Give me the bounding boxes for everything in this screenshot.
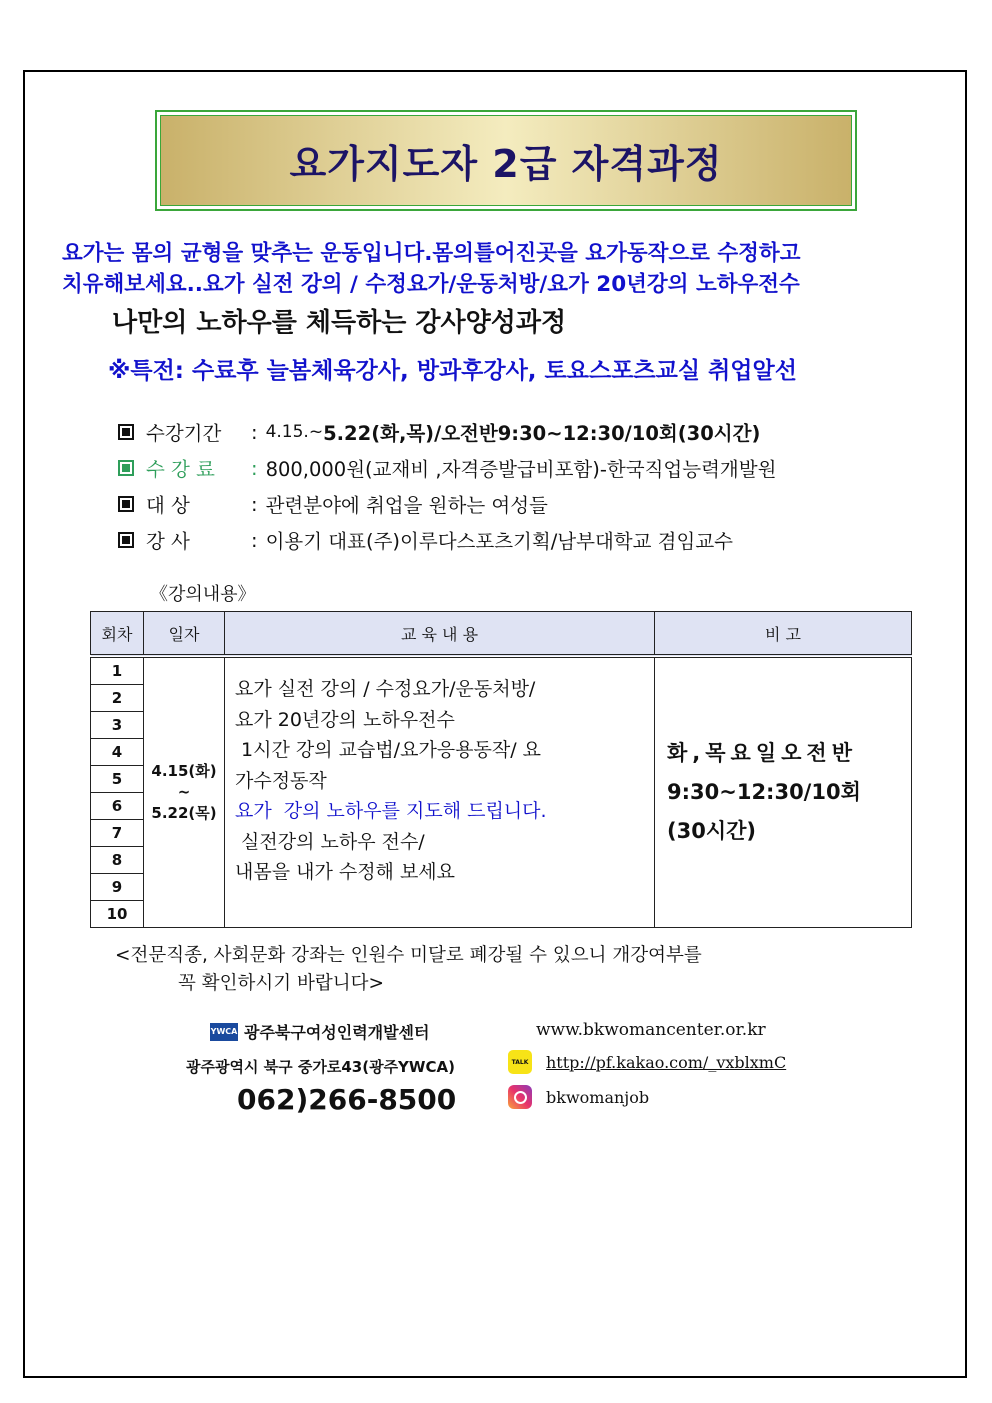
square-bullet-icon (118, 424, 134, 440)
kakao-url[interactable]: http://pf.kakao.com/_vxblxmC (546, 1052, 787, 1072)
instagram-icon (508, 1085, 532, 1109)
special-benefit: ※특전: 수료후 늘봄체육강사, 방과후강사, 토요스포츠교실 취업알선 (108, 358, 797, 384)
content-cell: 요가 실전 강의 / 수정요가/운동처방/ 요가 20년강의 노하우전수 1시간 강의 교습법/요가응용동작/ 요 가수정동작 요가 강의 노하우를 지도해 드립니다. 실전강의 노하우 전수/ 내몸을 내가 수정해 보세요 (225, 656, 655, 928)
info-target: 대 상 : 관련분야에 취업을 원하는 여성들 (118, 486, 776, 522)
session-num: 8 (91, 847, 144, 874)
org-name: YWCA 광주북구여성인력개발센터 (210, 1023, 430, 1042)
instagram-handle[interactable]: bkwomanjob (546, 1087, 650, 1107)
kakao-talk-icon: TALK (508, 1050, 532, 1074)
session-num: 6 (91, 793, 144, 820)
footer-note: <전문직종, 사회문화 강좌는 인원수 미달로 폐강될 수 있으니 개강여부를 꼭 확인하시기 바랍니다> (115, 945, 702, 994)
session-num: 4 (91, 739, 144, 766)
info-period: 수강기간 : 4.15.~ 5.22(화,목)/오전반9:30~12:30/10회(30시간) (118, 414, 776, 450)
header-session: 회차 (91, 612, 144, 657)
session-num: 10 (91, 901, 144, 928)
square-bullet-icon (118, 532, 134, 548)
header-date: 일자 (144, 612, 225, 657)
section-title: 《강의내용》 (150, 584, 256, 605)
kakao-link[interactable] (508, 1050, 786, 1074)
date-cell: 4.15(화) ~ 5.22(목) (144, 656, 225, 928)
subtitle: 나만의 노하우를 체득하는 강사양성과정 (112, 308, 567, 338)
session-num: 7 (91, 820, 144, 847)
instagram-link[interactable] (508, 1085, 649, 1109)
title-banner (155, 110, 857, 211)
session-num: 2 (91, 685, 144, 712)
info-fee: 수 강 료 : 800,000원(교재비 ,자격증발급비포함)-한국직업능력개발원 (118, 450, 776, 486)
session-num: 9 (91, 874, 144, 901)
info-teacher: 강 사 : 이용기 대표(주)이루다스포츠기획/남부대학교 겸임교수 (118, 522, 776, 558)
note-cell: 화,목요일오전반 9:30~12:30/10회 (30시간) (655, 656, 912, 928)
square-bullet-icon (118, 460, 134, 476)
org-address: 광주광역시 북구 중가로43(광주YWCA) (186, 1058, 455, 1076)
org-phone: 062)266-8500 (237, 1083, 457, 1116)
session-num: 3 (91, 712, 144, 739)
page-title: 요가지도자 2급 자격과정 (289, 142, 723, 186)
session-num: 1 (91, 656, 144, 685)
course-info (118, 414, 776, 558)
square-bullet-icon (118, 496, 134, 512)
session-num: 5 (91, 766, 144, 793)
ywca-logo-icon: YWCA (210, 1023, 238, 1041)
course-table (90, 611, 912, 928)
header-content: 교 육 내 용 (225, 612, 655, 657)
website-link[interactable]: www.bkwomancenter.or.kr (536, 1020, 766, 1040)
intro-text: 요가는 몸의 균형을 맞추는 운동입니다.몸의틀어진곳을 요가동작으로 수정하고 치유해보세요..요가 실전 강의 / 수정요가/운동처방/요가 20년강의 노하우전수 (62, 241, 801, 297)
header-note: 비 고 (655, 612, 912, 657)
